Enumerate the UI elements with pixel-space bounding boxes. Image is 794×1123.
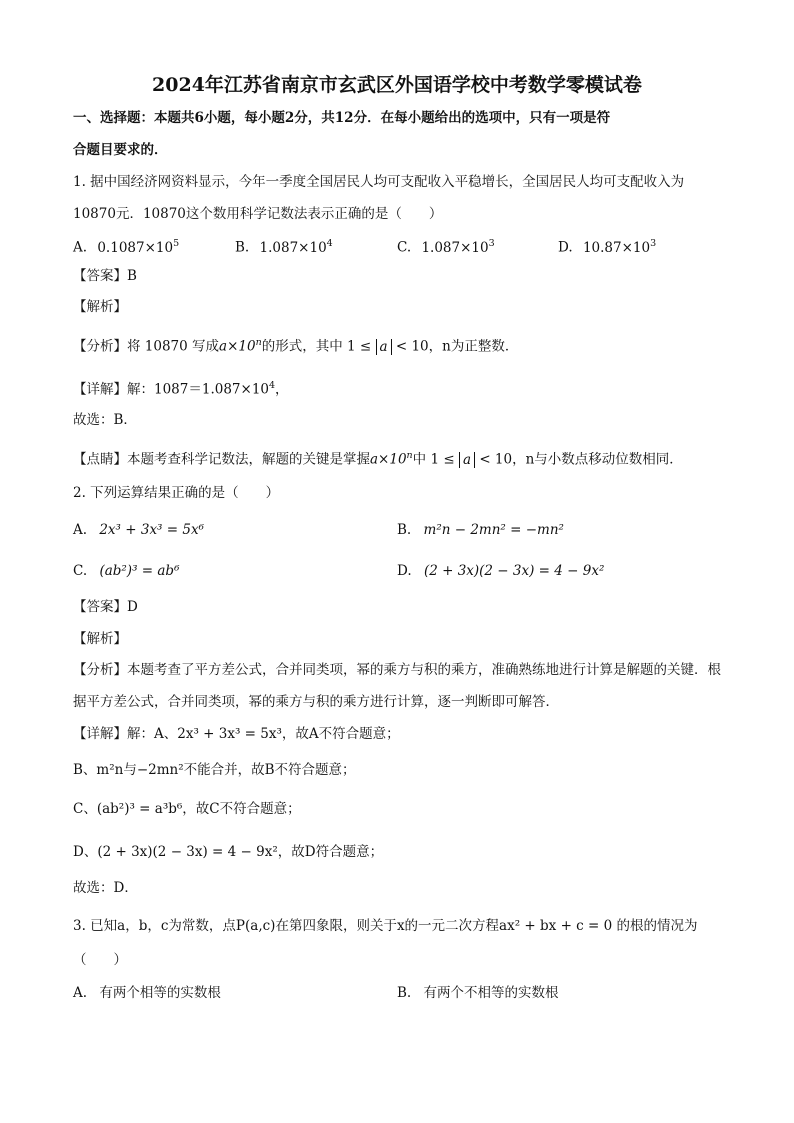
option-label: C. xyxy=(73,563,88,579)
fenxi-expression: a×10 xyxy=(219,338,256,355)
q2-detail-b: B、m²n与−2mn²不能合并，故B不符合题意； xyxy=(73,762,356,778)
option-expression: (2 + 3x)(2 − 3x) = 4 − 9x² xyxy=(423,563,605,579)
q2-choose: 故选：D． xyxy=(73,880,138,896)
option-expression: 2x³ + 3x³ = 5x⁶ xyxy=(99,522,204,538)
option-exponent: 4 xyxy=(326,238,333,249)
dianjing-inequality: 1 ≤ xyxy=(430,451,455,468)
q3-option-a xyxy=(73,983,221,1003)
q2-detail-d: D、(2 + 3x)(2 − 3x) = 4 − 9x²，故D符合题意； xyxy=(73,844,384,860)
detail-text: ， xyxy=(275,381,289,398)
q1-analysis-tag: 【解析】 xyxy=(73,299,127,315)
q1-choose: 故选：B． xyxy=(73,412,137,428)
option-label: B. xyxy=(235,239,250,256)
q2-detail-a: 【详解】解：A、2x³ + 3x³ = 5x³，故A不符合题意； xyxy=(73,726,400,742)
q2-answer: 【答案】D xyxy=(73,599,138,615)
option-label: D. xyxy=(397,563,412,579)
fenxi-text: 的形式，其中 xyxy=(261,338,343,355)
fenxi-text: 【分析】将 10870 写成 xyxy=(73,338,220,355)
dianjing-text: 中 xyxy=(412,451,427,468)
option-value: 0.1087×10 xyxy=(97,239,174,256)
q3-stem-line-1: 3. 已知a，b，c为常数，点P(a,c)在第四象限，则关于x的一元二次方程ax² + bx + c = 0 的根的情况为 xyxy=(73,918,698,934)
q1-fenxi xyxy=(73,333,518,357)
option-exponent: 3 xyxy=(650,238,657,249)
detail-text: 【详解】解：1087＝1.087×10 xyxy=(73,381,269,398)
fenxi-inequality: < 10 xyxy=(395,338,429,355)
option-label: A. xyxy=(73,522,88,538)
q1-stem-line-2: 10870元．10870这个数用科学记数法表示正确的是（ ） xyxy=(73,206,443,222)
q1-option-b xyxy=(235,234,333,258)
dianjing-expression: a×10 xyxy=(370,451,407,468)
dianjing-inequality: < 10 xyxy=(479,451,513,468)
q2-option-a xyxy=(73,520,204,540)
fenxi-exponent: n xyxy=(255,337,262,348)
q1-option-d xyxy=(558,234,656,258)
q1-detail xyxy=(73,376,289,400)
option-label: A. xyxy=(73,239,88,256)
dianjing-text: ，n与小数点移动位数相同． xyxy=(512,451,683,468)
q2-analysis-tag: 【解析】 xyxy=(73,631,127,647)
q3-stem-line-2: （ ） xyxy=(73,952,127,968)
q1-stem-line-1: 1. 据中国经济网资料显示，今年一季度全国居民人均可支配收入平稳增长，全国居民人均可支配收入为 xyxy=(73,174,685,190)
dianjing-text: 【点睛】本题考查科学记数法，解题的关键是掌握 xyxy=(73,451,370,468)
dianjing-exponent: n xyxy=(406,450,413,461)
q1-dianjing xyxy=(73,446,683,470)
q1-answer: 【答案】B xyxy=(73,268,137,284)
option-value: 1.087×10 xyxy=(421,239,489,256)
detail-exponent: 4 xyxy=(269,380,276,391)
option-expression: m²n − 2mn² = −mn² xyxy=(423,522,564,538)
option-expression: (ab²)³ = ab⁶ xyxy=(99,563,180,579)
option-label: B. xyxy=(397,985,412,1001)
q2-fenxi-line-1: 【分析】本题考查了平方差公式，合并同类项，幂的乘方与积的乘方，准确熟练地进行计算是解题的关键．根 xyxy=(73,662,721,678)
page-title: 2024年江苏省南京市玄武区外国语学校中考数学零模试卷 xyxy=(152,74,642,96)
q2-stem: 2. 下列运算结果正确的是（ ） xyxy=(73,485,280,501)
option-value: 1.087×10 xyxy=(259,239,327,256)
option-label: A. xyxy=(73,985,88,1001)
q2-option-c xyxy=(73,561,179,581)
q3-option-b xyxy=(397,983,559,1003)
q1-option-c xyxy=(397,234,495,258)
option-label: C. xyxy=(397,239,412,256)
q2-option-d xyxy=(397,561,604,581)
dianjing-absolute-value: a xyxy=(459,452,475,468)
fenxi-text: ，n为正整数． xyxy=(428,338,519,355)
option-text: 有两个不相等的实数根 xyxy=(423,985,559,1001)
option-label: B. xyxy=(397,522,412,538)
q1-option-a xyxy=(73,234,179,258)
q2-fenxi-line-2: 据平方差公式，合并同类项，幂的乘方与积的乘方进行计算，逐一判断即可解答． xyxy=(73,694,559,710)
fenxi-inequality: 1 ≤ xyxy=(347,338,372,355)
option-exponent: 5 xyxy=(173,238,180,249)
q2-detail-c: C、(ab²)³ = a³b⁶，故C不符合题意； xyxy=(73,801,301,817)
option-label: D. xyxy=(558,239,573,256)
section-heading-line-1: 一、选择题：本题共6小题，每小题2分，共12分．在每小题给出的选项中，只有一项是符 xyxy=(73,110,611,126)
option-text: 有两个相等的实数根 xyxy=(99,985,221,1001)
q2-option-b xyxy=(397,520,564,540)
section-heading-line-2: 合题目要求的． xyxy=(73,142,168,158)
option-value: 10.87×10 xyxy=(582,239,651,256)
fenxi-absolute-value: a xyxy=(376,339,392,355)
option-exponent: 3 xyxy=(488,238,495,249)
